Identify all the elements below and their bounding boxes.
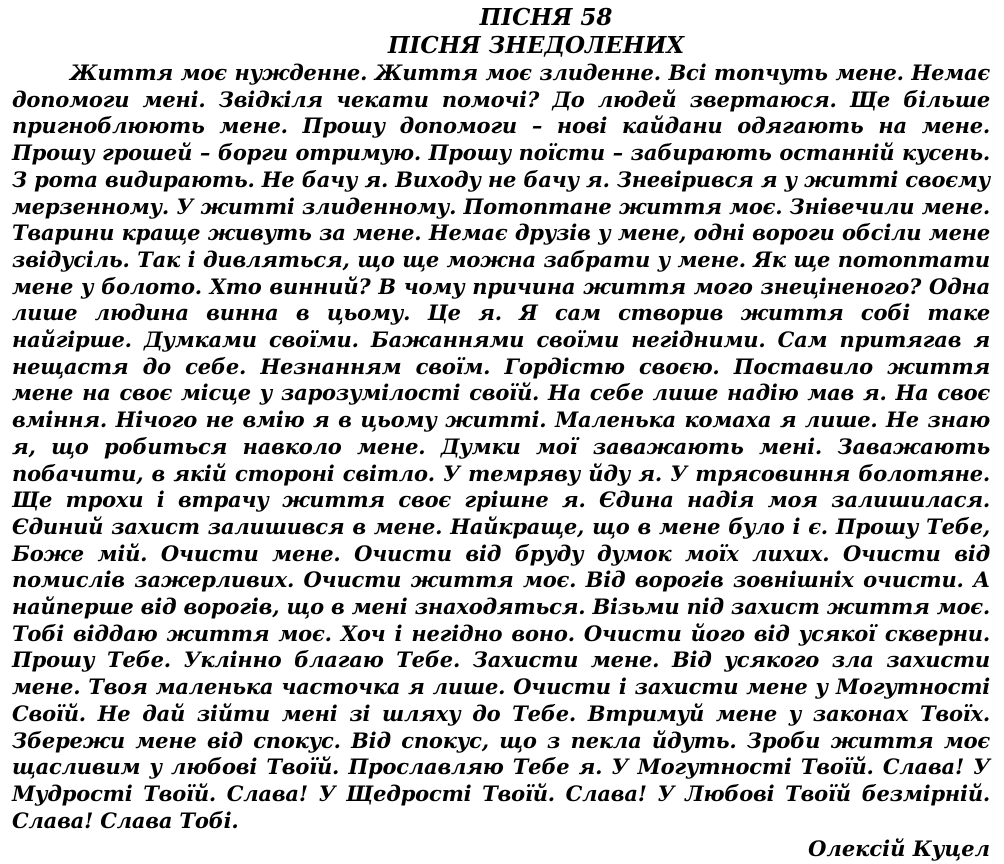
- song-body-text: Життя моє нужденне. Життя моє злиденне. Всі топчуть мене. Немає допомоги мені. Звідкіля чекати помочі? До людей звертаюся. Ще більше пригноблюють мене. Прошу допомоги – нові кайдани одягають на мене. Прошу грошей – борги отримую. Прошу поїсти – забирають останній кусень. З рота видирають. Не бачу я. Виходу не бачу я. Зневірився я у житті своєму мерзенному. У житті злиденному. Потоптане життя моє. Знівечили мене. Тварини краще живуть за мене. Немає друзів у мене, одні вороги обсіли мене звідусіль. Так і дивляться, що ще можна забрати у мене. Як ще потоптати мене у болото. Хто винний? В чому причина життя мого знеціненого? Одна лише людина винна в цьому. Це я. Я сам створив життя собі таке найгірше. Думками своїми. Бажаннями своїми негідними. Сам притягав я нещастя до себе. Незнанням своїм. Гордістю своєю. Поставило життя мене на своє місце у зарозумілості своїй. На себе лише надію мав я. На своє вміння. Нічого не вмію я в цьому житті. Маленька комаха я лише. Не знаю я, що робиться навколо мене. Думки мої заважають мені. Заважають побачити, в якій стороні світло. У темряву йду я. У трясовиння болотяне. Ще трохи і втрачу життя своє грішне я. Єдина надія моя залишилася. Єдиний захист залишився в мене. Найкраще, що в мене було і є. Прошу Тебе, Боже мій. Очисти мене. Очисти від бруду думок моїх лихих. Очисти від помислів зажерливих. Очисти життя моє. Від ворогів зовнішніх очисти. А найперше від ворогів, що в мені знаходяться. Візьми під захист життя моє. Тобі віддаю життя моє. Хоч і негідно воно. Очисти його від усякої скверни. Прошу Тебе. Уклінно благаю Тебе. Захисти мене. Від усякого зла захисти мене. Твоя маленька часточка я лише. Очисти і захисти мене у Могутності Своїй. Не дай зійти мені зі шляху до Тебе. Втримуй мене у законах Твоїх. Збережи мене від спокус. Від спокус, що з пекла йдуть. Зроби життя моє щасливим у любові Твоїй. Прославляю Тебе я. У Могутності Твоїй. Слава! У Мудрості Твоїй. Слава! У Щедрості Твоїй. Слава! У Любові Твоїй безмірній. Слава! Слава Тобі.: [12, 60, 990, 833]
- song-title: ПІСНЯ ЗНЕДОЛЕНИХ: [387, 32, 685, 59]
- song-number-title: ПІСНЯ 58: [479, 4, 613, 31]
- author-signature: Олексій Куцел: [808, 836, 990, 862]
